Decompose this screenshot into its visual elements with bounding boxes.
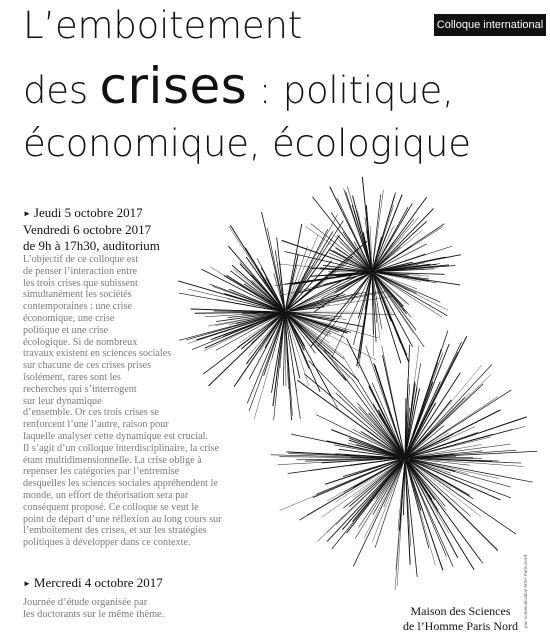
description-line: simultanément les sociétés bbox=[23, 289, 132, 301]
description-line: politique et une crise bbox=[23, 324, 109, 336]
second-date: ► Mercredi 4 octobre 2017 bbox=[23, 575, 163, 590]
description-line: d’ensemble. Or ces trois crises se bbox=[23, 407, 159, 419]
description-line: écologique. Si de nombreux bbox=[23, 336, 138, 348]
event-type-badge: Colloque international bbox=[434, 14, 546, 36]
description-line: sur leur dynamique bbox=[23, 395, 102, 407]
description-line: isolément, rares sont les bbox=[23, 371, 121, 383]
description-line: étant multidimensionnelle. La crise oblige à bbox=[23, 454, 202, 466]
description-paragraph bbox=[23, 254, 285, 549]
title-line-2 bbox=[23, 57, 454, 115]
title-suffix: : politique, bbox=[247, 69, 454, 112]
description-line: conséquent proposé. Ce colloque se veut le bbox=[23, 501, 199, 513]
title-prefix: des bbox=[23, 69, 100, 112]
date-day-1: ► Jeudi 5 octobre 2017 bbox=[23, 205, 143, 220]
description-line: l’emboîtement des crises, et sur les stratégies bbox=[23, 525, 207, 537]
date-day-2: Vendredi 6 octobre 2017 bbox=[23, 222, 152, 237]
description-line: Il s’agit d’un colloque interdisciplinaire, la crise bbox=[23, 442, 220, 454]
title-line-3: économique, écologique bbox=[23, 122, 471, 165]
date-hours: de 9h à 17h30, auditorium bbox=[23, 238, 160, 253]
design-credit: pao-communication MSH Paris Nord bbox=[523, 554, 528, 628]
description-line: travaux existent en sciences sociales bbox=[23, 348, 172, 360]
institution-name: Maison des Sciences de l’Homme Paris Nord bbox=[403, 604, 518, 633]
description-line: sur chacune de ces crises prises bbox=[23, 360, 152, 372]
description-line: politiques à développer dans ce contexte. bbox=[23, 537, 191, 549]
description-line: contemporaines : une crise bbox=[23, 301, 132, 313]
description-line: repenser les catégories par l’entremise bbox=[23, 466, 180, 478]
description-line: de penser l’interaction entre bbox=[23, 265, 137, 277]
description-line: recherches qui s’interrogent bbox=[23, 383, 137, 395]
description-line: les trois crises que subissent bbox=[23, 277, 138, 289]
description-line: desquelles les sciences sociales appréhendent le bbox=[23, 478, 218, 490]
title-emphasis: crises bbox=[99, 57, 248, 115]
arrow-marker-icon: ► bbox=[23, 579, 31, 588]
description-line: laquelle analyser cette dynamique est crucial. bbox=[23, 430, 208, 442]
burst-cluster bbox=[274, 177, 461, 369]
description-line: L’objectif de ce colloque est bbox=[23, 254, 139, 265]
title-line-1: L’emboitement bbox=[23, 4, 303, 47]
dates-block bbox=[23, 205, 160, 254]
description-line: renforcent l’une l’autre, raison pour bbox=[23, 419, 169, 431]
description-line: monde, un effort de théorisation sera par bbox=[23, 489, 189, 501]
study-day-note: Journée d’étude organisée par les doctorants sur le même thème. bbox=[23, 597, 165, 620]
arrow-marker-icon: ► bbox=[23, 209, 31, 218]
description-line: point de départ d’une réflexion au long cours sur bbox=[23, 513, 222, 525]
description-line: économique, une crise bbox=[23, 312, 115, 324]
